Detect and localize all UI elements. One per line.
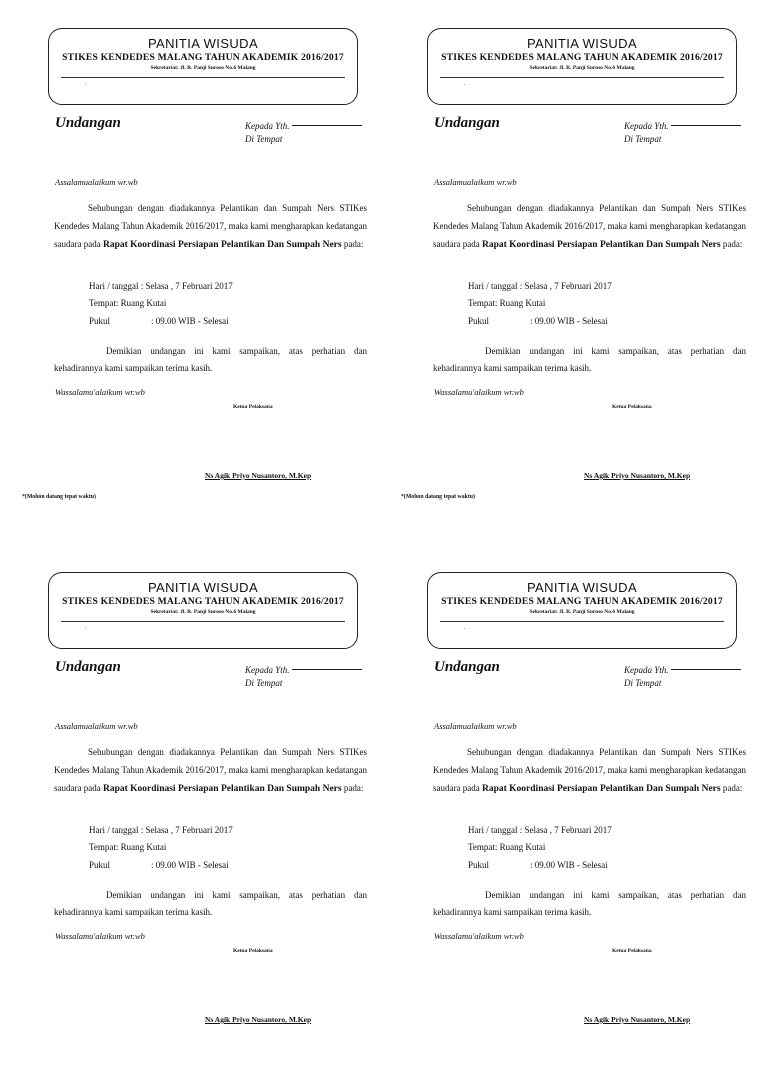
header-title: PANITIA WISUDA — [526, 580, 638, 595]
di-tempat: Di Tempat — [245, 134, 283, 144]
place-row: Tempat: Ruang Kutai — [468, 298, 546, 308]
header-box — [48, 572, 358, 649]
header-address: Sekretariat: Jl. R. Panji Suroso No.6 Malang — [150, 65, 256, 71]
header-box — [48, 28, 358, 105]
date-row: Hari / tanggal : Selasa , 7 Februari 2017 — [468, 281, 612, 291]
farewell: Wassalamu'alaikum wr.wb — [55, 387, 145, 397]
undangan-heading: Undangan — [55, 115, 121, 131]
kepada-line — [624, 121, 741, 131]
header-divider — [440, 621, 724, 622]
time-row — [468, 316, 608, 326]
kepada-line — [624, 665, 741, 675]
header-divider — [440, 77, 724, 78]
header-address: Sekretariat: Jl. R. Panji Suroso No.6 Malang — [529, 609, 635, 615]
body-end: pada: — [720, 239, 743, 249]
header-title: PANITIA WISUDA — [526, 36, 638, 51]
event-name: Rapat Koordinasi Persiapan Pelantikan Dan Sumpah Ners — [481, 240, 721, 250]
invitation-card — [384, 544, 768, 1089]
header-subtitle: STIKES KENDEDES MALANG TAHUN AKADEMIK 2016/2017 — [441, 52, 723, 63]
kepada-line — [245, 121, 362, 131]
header-address: Sekretariat: Jl. R. Panji Suroso No.6 Malang — [150, 609, 256, 615]
greeting: Assalamualaikum wr.wb — [55, 177, 138, 187]
recipient-blank-line — [671, 669, 741, 670]
recipient-blank-line — [292, 125, 362, 126]
closing-paragraph: Demikian undangan ini kami sampaikan, atas perhatian dan kehadirannya kami sampaikan terima kasih. — [433, 346, 746, 373]
di-tempat: Di Tempat — [624, 678, 662, 688]
body-text: Sehubungan dengan diadakannya Pelantikan dan Sumpah Ners STIKes Kendedes Malang Tahun Akademik 2016/2017, maka kami mengharapkan kedatangan saudara pada — [54, 203, 367, 249]
time-label: Pukul — [89, 316, 111, 326]
time-label: Pukul — [89, 860, 111, 870]
time-row — [89, 860, 229, 870]
invitation-card — [384, 0, 768, 545]
body-text: Sehubungan dengan diadakannya Pelantikan dan Sumpah Ners STIKes Kendedes Malang Tahun Akademik 2016/2017, maka kami mengharapkan kedatangan saudara pada — [433, 747, 746, 793]
place-row: Tempat: Ruang Kutai — [468, 842, 546, 852]
invitation-card — [0, 544, 384, 1089]
event-name: Rapat Koordinasi Persiapan Pelantikan Dan Sumpah Ners — [102, 240, 342, 250]
header-box — [427, 28, 737, 105]
body-paragraph — [54, 743, 367, 798]
time-value: : 09.00 WIB - Selesai — [151, 860, 229, 870]
di-tempat: Di Tempat — [624, 134, 662, 144]
place-row: Tempat: Ruang Kutai — [89, 842, 167, 852]
di-tempat: Di Tempat — [245, 678, 283, 688]
closing-paragraph: Demikian undangan ini kami sampaikan, atas perhatian dan kehadirannya kami sampaikan terima kasih. — [54, 890, 367, 917]
kepada-label: Kepada Yth. — [245, 665, 290, 675]
kepada-label: Kepada Yth. — [624, 121, 669, 131]
time-value: : 09.00 WIB - Selesai — [530, 316, 608, 326]
header-dot: . — [85, 81, 87, 87]
invitation-card — [0, 0, 384, 545]
undangan-heading: Undangan — [434, 659, 500, 675]
header-title: PANITIA WISUDA — [147, 36, 259, 51]
header-divider — [61, 621, 345, 622]
greeting: Assalamualaikum wr.wb — [434, 177, 517, 187]
signer-name: Ns Agik Priyo Nusantoro, M.Kep — [584, 471, 691, 480]
header-address: Sekretariat: Jl. R. Panji Suroso No.6 Malang — [529, 65, 635, 71]
date-row: Hari / tanggal : Selasa , 7 Februari 2017 — [468, 825, 612, 835]
time-label: Pukul — [468, 316, 490, 326]
signer-name: Ns Agik Priyo Nusantoro, M.Kep — [205, 1015, 312, 1024]
undangan-heading: Undangan — [55, 659, 121, 675]
time-row — [468, 860, 608, 870]
chairperson-title: Ketua Pelaksana — [233, 948, 273, 954]
chairperson-title: Ketua Pelaksana — [612, 948, 652, 954]
header-subtitle: STIKES KENDEDES MALANG TAHUN AKADEMIK 2016/2017 — [62, 52, 344, 63]
punctuality-note: *(Mohon datang tepat waktu) — [401, 494, 475, 500]
event-name: Rapat Koordinasi Persiapan Pelantikan Dan Sumpah Ners — [481, 784, 721, 794]
place-row: Tempat: Ruang Kutai — [89, 298, 167, 308]
chairperson-title: Ketua Pelaksana — [233, 404, 273, 410]
chairperson-title: Ketua Pelaksana — [612, 404, 652, 410]
time-label: Pukul — [468, 860, 490, 870]
recipient-blank-line — [292, 669, 362, 670]
body-text: Sehubungan dengan diadakannya Pelantikan dan Sumpah Ners STIKes Kendedes Malang Tahun Akademik 2016/2017, maka kami mengharapkan kedatangan saudara pada — [433, 203, 746, 249]
kepada-label: Kepada Yth. — [624, 665, 669, 675]
signer-name: Ns Agik Priyo Nusantoro, M.Kep — [205, 471, 312, 480]
time-row — [89, 316, 229, 326]
date-row: Hari / tanggal : Selasa , 7 Februari 2017 — [89, 825, 233, 835]
time-value: : 09.00 WIB - Selesai — [151, 316, 229, 326]
greeting: Assalamualaikum wr.wb — [434, 721, 517, 731]
greeting: Assalamualaikum wr.wb — [55, 721, 138, 731]
body-paragraph — [54, 199, 367, 254]
closing-paragraph: Demikian undangan ini kami sampaikan, atas perhatian dan kehadirannya kami sampaikan terima kasih. — [54, 346, 367, 373]
farewell: Wassalamu'alaikum wr.wb — [55, 931, 145, 941]
header-subtitle: STIKES KENDEDES MALANG TAHUN AKADEMIK 2016/2017 — [62, 596, 344, 607]
farewell: Wassalamu'alaikum wr.wb — [434, 387, 524, 397]
undangan-heading: Undangan — [434, 115, 500, 131]
signer-name: Ns Agik Priyo Nusantoro, M.Kep — [584, 1015, 691, 1024]
time-value: : 09.00 WIB - Selesai — [530, 860, 608, 870]
body-end: pada: — [341, 239, 364, 249]
kepada-line — [245, 665, 362, 675]
body-end: pada: — [341, 783, 364, 793]
header-title: PANITIA WISUDA — [147, 580, 259, 595]
farewell: Wassalamu'alaikum wr.wb — [434, 931, 524, 941]
header-dot: . — [464, 625, 466, 631]
header-dot: . — [85, 625, 87, 631]
punctuality-note: *(Mohon datang tepat waktu) — [22, 494, 96, 500]
header-subtitle: STIKES KENDEDES MALANG TAHUN AKADEMIK 2016/2017 — [441, 596, 723, 607]
recipient-blank-line — [671, 125, 741, 126]
body-end: pada: — [720, 783, 743, 793]
header-dot: . — [464, 81, 466, 87]
body-paragraph — [433, 199, 746, 254]
date-row: Hari / tanggal : Selasa , 7 Februari 2017 — [89, 281, 233, 291]
header-divider — [61, 77, 345, 78]
closing-paragraph: Demikian undangan ini kami sampaikan, atas perhatian dan kehadirannya kami sampaikan terima kasih. — [433, 890, 746, 917]
header-box — [427, 572, 737, 649]
body-text: Sehubungan dengan diadakannya Pelantikan dan Sumpah Ners STIKes Kendedes Malang Tahun Akademik 2016/2017, maka kami mengharapkan kedatangan saudara pada — [54, 747, 367, 793]
event-name: Rapat Koordinasi Persiapan Pelantikan Dan Sumpah Ners — [102, 784, 342, 794]
body-paragraph — [433, 743, 746, 798]
kepada-label: Kepada Yth. — [245, 121, 290, 131]
